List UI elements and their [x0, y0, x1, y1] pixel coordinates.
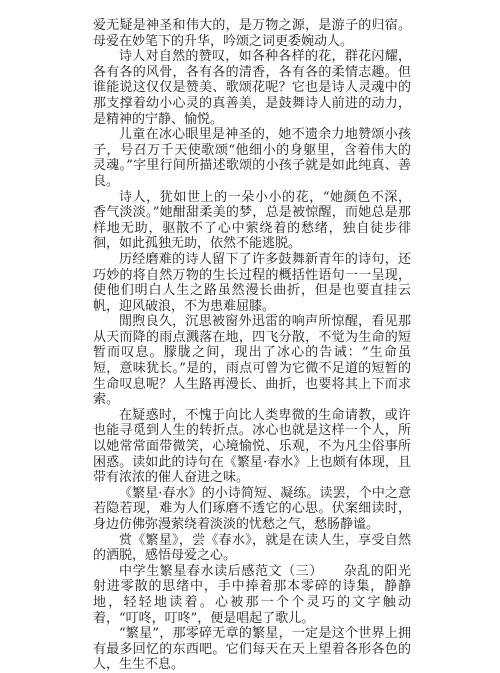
- paragraph-2: 诗人对自然的赞叹，如各种各样的花，群花闪耀，各有各的风骨，各有各的清香，各有各的柔情志趣。但谁能说这仅仅是赞美、歌颂花呢？它也是诗人灵魂中的那支撑着幼小心灵的真善美，是鼓舞诗人前进的动力，是精神的宁静、愉悦。: [93, 49, 411, 127]
- paragraph-11: “繁星”，那零碎无章的繁星，一定是这个世界上拥有最多回忆的东西吧。它们每天在天上望着各形各色的人，生生不息。: [93, 626, 411, 673]
- paragraph-3: 儿童在冰心眼里是神圣的，她不遗余力地赞颂小孩子，号召万千天使歌颂“他细小的身躯里，含着伟大的灵魂。”字里行间所描述歌颂的小孩子就是如此纯真、善良。: [93, 127, 411, 189]
- paragraph-9: 赏《繁星》，尝《春水》，就是在读人生，享受自然的洒脱，感悟母爱之心。: [93, 532, 411, 564]
- paragraph-7: 在疑惑时，不愧于向比人类卑微的生命请教，或许也能寻觅到人生的转折点。冰心也就是这样一个人，所以她常常面带微笑，心境愉悦、乐观，不为凡尘俗事所困惑。读如此的诗句在《繁星·春水》上也颇有体现，且带有浓浓的催人奋进之味。: [93, 407, 411, 486]
- document-body: [93, 18, 411, 673]
- paragraph-8: 《繁星·春水》的小诗简短、凝练。读罢，个中之意若隐若现，难为人们琢磨不透它的心思。伏案细读时，身边仿佛弥漫萦绕着淡淡的忧愁之气，愁肠静谧。: [93, 485, 411, 532]
- paragraph-1: 爱无疑是神圣和伟大的，是万物之源，是游子的归宿。母爱在妙笔下的升华，吟颂之词更委婉动人。: [93, 18, 411, 49]
- paragraph-10: 中学生繁星春水读后感范文（三） 杂乱的阳光射进零散的思绪中，手中捧着那本零碎的诗集，静静地，轻轻地读着。心被那一个个灵巧的文字触动着，“叮咚，叮咚”，便是唱起了歌儿。: [93, 563, 411, 626]
- paragraph-6: 閒煦良久，沉思被窗外迅雷的响声所惊醒，看见那从天而降的雨点溅落在地，四飞分散，不觉为生命的短暂而叹息。朦胧之间，现出了冰心的告诫：“生命虽短，意味犹长。”是的，雨点可曾为它微不足道的短暂的生命叹息呢？人生路再漫长、曲折，也要将其上下而求索。: [93, 314, 411, 408]
- paragraph-5: 历经磨难的诗人留下了许多鼓舞新青年的诗句，还巧妙的将自然万物的生长过程的概括性语句一一呈现，使他们明白人生之路虽然漫长曲折，但是也要直挂云帆，迎风破浪，不为患难屈膝。: [93, 251, 411, 314]
- paragraph-4: 诗人，犹如世上的一朵小小的花，“她颜色不深，香气淡淡。”她酣甜柔美的梦，总是被惊醒，而她总是那样地无助，驱散不了心中萦绕着的愁绪，独自徒步徘徊，如此孤独无助，依然不能逃脱。: [93, 189, 411, 252]
